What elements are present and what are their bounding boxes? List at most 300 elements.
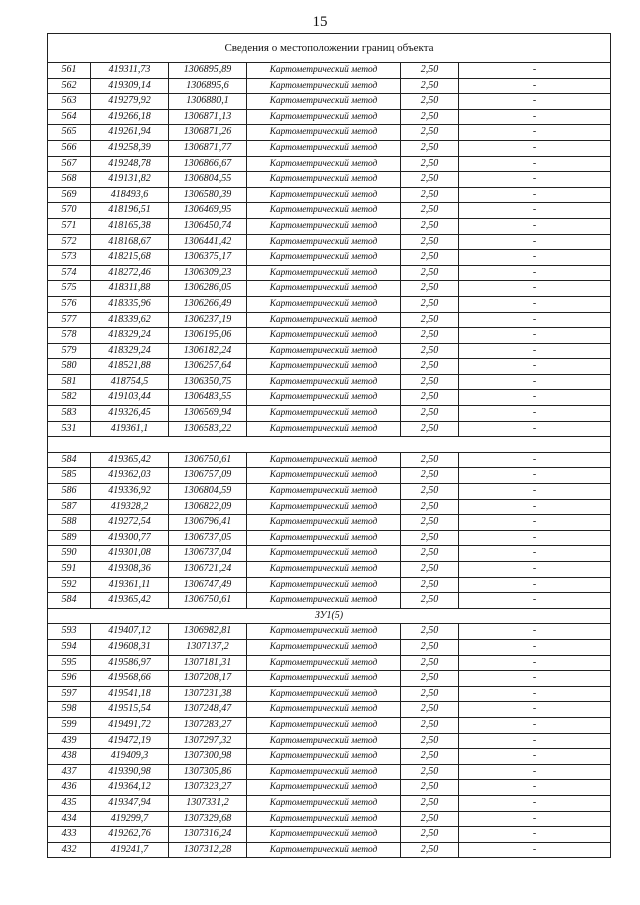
point-number-cell: 570 xyxy=(48,203,91,219)
point-number-cell: 586 xyxy=(48,484,91,500)
accuracy-cell: 2,50 xyxy=(401,374,459,390)
coord-y-cell: 1306757,09 xyxy=(169,468,247,484)
description-cell: - xyxy=(459,562,611,578)
table-row xyxy=(48,265,611,281)
description-cell: - xyxy=(459,203,611,219)
coord-y-cell: 1306266,49 xyxy=(169,296,247,312)
coord-y-cell: 1306483,55 xyxy=(169,390,247,406)
point-number-cell: 598 xyxy=(48,702,91,718)
table-row xyxy=(48,94,611,110)
method-cell: Картометрический метод xyxy=(247,203,401,219)
method-cell: Картометрический метод xyxy=(247,421,401,437)
description-cell: - xyxy=(459,780,611,796)
table-row xyxy=(48,421,611,437)
description-cell: - xyxy=(459,795,611,811)
point-number-cell: 562 xyxy=(48,78,91,94)
description-cell: - xyxy=(459,421,611,437)
method-cell: Картометрический метод xyxy=(247,546,401,562)
coord-x-cell: 419258,39 xyxy=(91,140,169,156)
accuracy-cell: 2,50 xyxy=(401,390,459,406)
point-number-cell: 438 xyxy=(48,749,91,765)
point-number-cell: 563 xyxy=(48,94,91,110)
accuracy-cell: 2,50 xyxy=(401,671,459,687)
table-row xyxy=(48,234,611,250)
table-row xyxy=(48,811,611,827)
table-row xyxy=(48,577,611,593)
accuracy-cell: 2,50 xyxy=(401,593,459,609)
description-cell: - xyxy=(459,842,611,858)
coord-y-cell: 1306450,74 xyxy=(169,218,247,234)
point-number-cell: 433 xyxy=(48,827,91,843)
method-cell: Картометрический метод xyxy=(247,780,401,796)
description-cell: - xyxy=(459,468,611,484)
coord-y-cell: 1306871,77 xyxy=(169,140,247,156)
description-cell: - xyxy=(459,156,611,172)
table-row xyxy=(48,515,611,531)
accuracy-cell: 2,50 xyxy=(401,187,459,203)
accuracy-cell: 2,50 xyxy=(401,234,459,250)
accuracy-cell: 2,50 xyxy=(401,546,459,562)
description-cell: - xyxy=(459,717,611,733)
coord-x-cell: 418311,88 xyxy=(91,281,169,297)
coord-x-cell: 419365,42 xyxy=(91,593,169,609)
method-cell: Картометрический метод xyxy=(247,94,401,110)
accuracy-cell: 2,50 xyxy=(401,717,459,733)
description-cell: - xyxy=(459,671,611,687)
table-row xyxy=(48,452,611,468)
coord-y-cell: 1307323,27 xyxy=(169,780,247,796)
coord-x-cell: 419299,7 xyxy=(91,811,169,827)
table-row xyxy=(48,484,611,500)
method-cell: Картометрический метод xyxy=(247,218,401,234)
method-cell: Картометрический метод xyxy=(247,125,401,141)
point-number-cell: 567 xyxy=(48,156,91,172)
table-row xyxy=(48,827,611,843)
coord-x-cell: 418196,51 xyxy=(91,203,169,219)
point-number-cell: 564 xyxy=(48,109,91,125)
point-number-cell: 593 xyxy=(48,624,91,640)
accuracy-cell: 2,50 xyxy=(401,733,459,749)
point-number-cell: 568 xyxy=(48,172,91,188)
method-cell: Картометрический метод xyxy=(247,296,401,312)
coord-y-cell: 1306737,05 xyxy=(169,530,247,546)
table-row xyxy=(48,702,611,718)
group-label-row xyxy=(48,608,611,624)
coord-x-cell: 419279,92 xyxy=(91,94,169,110)
point-number-cell: 581 xyxy=(48,374,91,390)
accuracy-cell: 2,50 xyxy=(401,125,459,141)
accuracy-cell: 2,50 xyxy=(401,328,459,344)
coord-y-cell: 1307331,2 xyxy=(169,795,247,811)
point-number-cell: 582 xyxy=(48,390,91,406)
method-cell: Картометрический метод xyxy=(247,328,401,344)
table-row xyxy=(48,733,611,749)
description-cell: - xyxy=(459,515,611,531)
point-number-cell: 596 xyxy=(48,671,91,687)
description-cell: - xyxy=(459,406,611,422)
coord-x-cell: 419364,12 xyxy=(91,780,169,796)
coord-y-cell: 1306871,26 xyxy=(169,125,247,141)
coord-x-cell: 419608,31 xyxy=(91,639,169,655)
coord-x-cell: 419309,14 xyxy=(91,78,169,94)
description-cell: - xyxy=(459,530,611,546)
description-cell: - xyxy=(459,702,611,718)
table-row xyxy=(48,530,611,546)
point-number-cell: 584 xyxy=(48,452,91,468)
method-cell: Картометрический метод xyxy=(247,577,401,593)
coord-x-cell: 419131,82 xyxy=(91,172,169,188)
table-row xyxy=(48,125,611,141)
accuracy-cell: 2,50 xyxy=(401,281,459,297)
table-row xyxy=(48,468,611,484)
point-number-cell: 595 xyxy=(48,655,91,671)
table-row xyxy=(48,624,611,640)
coord-x-cell: 419241,7 xyxy=(91,842,169,858)
accuracy-cell: 2,50 xyxy=(401,265,459,281)
accuracy-cell: 2,50 xyxy=(401,639,459,655)
coord-y-cell: 1306796,41 xyxy=(169,515,247,531)
description-cell: - xyxy=(459,312,611,328)
point-number-cell: 432 xyxy=(48,842,91,858)
table-row xyxy=(48,343,611,359)
accuracy-cell: 2,50 xyxy=(401,577,459,593)
description-cell: - xyxy=(459,343,611,359)
accuracy-cell: 2,50 xyxy=(401,624,459,640)
accuracy-cell: 2,50 xyxy=(401,406,459,422)
coord-x-cell: 419261,94 xyxy=(91,125,169,141)
coord-x-cell: 418329,24 xyxy=(91,343,169,359)
description-cell: - xyxy=(459,359,611,375)
method-cell: Картометрический метод xyxy=(247,78,401,94)
table-row xyxy=(48,218,611,234)
description-cell: - xyxy=(459,296,611,312)
accuracy-cell: 2,50 xyxy=(401,811,459,827)
coord-x-cell: 419515,54 xyxy=(91,702,169,718)
table-row xyxy=(48,593,611,609)
coord-x-cell: 419407,12 xyxy=(91,624,169,640)
coord-x-cell: 419301,08 xyxy=(91,546,169,562)
coord-x-cell: 419409,3 xyxy=(91,749,169,765)
method-cell: Картометрический метод xyxy=(247,562,401,578)
coord-x-cell: 419248,78 xyxy=(91,156,169,172)
point-number-cell: 583 xyxy=(48,406,91,422)
accuracy-cell: 2,50 xyxy=(401,468,459,484)
coord-x-cell: 418335,96 xyxy=(91,296,169,312)
accuracy-cell: 2,50 xyxy=(401,312,459,328)
method-cell: Картометрический метод xyxy=(247,515,401,531)
table-row xyxy=(48,546,611,562)
coord-y-cell: 1306286,05 xyxy=(169,281,247,297)
coord-x-cell: 418339,62 xyxy=(91,312,169,328)
table-row xyxy=(48,187,611,203)
method-cell: Картометрический метод xyxy=(247,172,401,188)
accuracy-cell: 2,50 xyxy=(401,63,459,79)
blank-separator-row xyxy=(48,437,611,453)
coord-x-cell: 418168,67 xyxy=(91,234,169,250)
boundary-points-table xyxy=(47,33,611,858)
table-row xyxy=(48,717,611,733)
table-row xyxy=(48,406,611,422)
method-cell: Картометрический метод xyxy=(247,484,401,500)
method-cell: Картометрический метод xyxy=(247,63,401,79)
description-cell: - xyxy=(459,281,611,297)
coord-y-cell: 1306982,81 xyxy=(169,624,247,640)
method-cell: Картометрический метод xyxy=(247,499,401,515)
method-cell: Картометрический метод xyxy=(247,795,401,811)
table-row xyxy=(48,671,611,687)
accuracy-cell: 2,50 xyxy=(401,749,459,765)
table-row xyxy=(48,655,611,671)
point-number-cell: 592 xyxy=(48,577,91,593)
coord-y-cell: 1307208,17 xyxy=(169,671,247,687)
coord-x-cell: 419262,76 xyxy=(91,827,169,843)
method-cell: Картометрический метод xyxy=(247,406,401,422)
point-number-cell: 585 xyxy=(48,468,91,484)
coord-x-cell: 418329,24 xyxy=(91,328,169,344)
point-number-cell: 575 xyxy=(48,281,91,297)
point-number-cell: 439 xyxy=(48,733,91,749)
accuracy-cell: 2,50 xyxy=(401,109,459,125)
accuracy-cell: 2,50 xyxy=(401,702,459,718)
accuracy-cell: 2,50 xyxy=(401,452,459,468)
table-title: Сведения о местоположении границ объекта xyxy=(48,34,611,63)
coord-x-cell: 419347,94 xyxy=(91,795,169,811)
point-number-cell: 574 xyxy=(48,265,91,281)
coord-x-cell: 419272,54 xyxy=(91,515,169,531)
point-number-cell: 579 xyxy=(48,343,91,359)
coord-y-cell: 1307181,31 xyxy=(169,655,247,671)
table-row xyxy=(48,374,611,390)
coord-x-cell: 419362,03 xyxy=(91,468,169,484)
table-row xyxy=(48,78,611,94)
description-cell: - xyxy=(459,639,611,655)
point-number-cell: 561 xyxy=(48,63,91,79)
coord-y-cell: 1306880,1 xyxy=(169,94,247,110)
point-number-cell: 436 xyxy=(48,780,91,796)
accuracy-cell: 2,50 xyxy=(401,296,459,312)
point-number-cell: 584 xyxy=(48,593,91,609)
method-cell: Картометрический метод xyxy=(247,250,401,266)
method-cell: Картометрический метод xyxy=(247,764,401,780)
coord-x-cell: 419326,45 xyxy=(91,406,169,422)
coord-x-cell: 418521,88 xyxy=(91,359,169,375)
accuracy-cell: 2,50 xyxy=(401,795,459,811)
point-number-cell: 580 xyxy=(48,359,91,375)
coord-x-cell: 418165,38 xyxy=(91,218,169,234)
table-row xyxy=(48,686,611,702)
point-number-cell: 566 xyxy=(48,140,91,156)
coord-x-cell: 419361,1 xyxy=(91,421,169,437)
coord-y-cell: 1306721,24 xyxy=(169,562,247,578)
table-row xyxy=(48,328,611,344)
method-cell: Картометрический метод xyxy=(247,624,401,640)
coord-y-cell: 1306580,39 xyxy=(169,187,247,203)
point-number-cell: 576 xyxy=(48,296,91,312)
coord-y-cell: 1307316,24 xyxy=(169,827,247,843)
accuracy-cell: 2,50 xyxy=(401,780,459,796)
coord-x-cell: 419586,97 xyxy=(91,655,169,671)
method-cell: Картометрический метод xyxy=(247,452,401,468)
point-number-cell: 434 xyxy=(48,811,91,827)
coord-y-cell: 1306257,64 xyxy=(169,359,247,375)
method-cell: Картометрический метод xyxy=(247,530,401,546)
method-cell: Картометрический метод xyxy=(247,686,401,702)
accuracy-cell: 2,50 xyxy=(401,218,459,234)
coord-y-cell: 1307305,86 xyxy=(169,764,247,780)
coord-x-cell: 419103,44 xyxy=(91,390,169,406)
point-number-cell: 573 xyxy=(48,250,91,266)
description-cell: - xyxy=(459,452,611,468)
coord-y-cell: 1306237,19 xyxy=(169,312,247,328)
accuracy-cell: 2,50 xyxy=(401,530,459,546)
table-row xyxy=(48,764,611,780)
accuracy-cell: 2,50 xyxy=(401,203,459,219)
coord-x-cell: 419266,18 xyxy=(91,109,169,125)
description-cell: - xyxy=(459,250,611,266)
coord-y-cell: 1306750,61 xyxy=(169,593,247,609)
point-number-cell: 591 xyxy=(48,562,91,578)
coord-y-cell: 1306750,61 xyxy=(169,452,247,468)
table-row xyxy=(48,562,611,578)
accuracy-cell: 2,50 xyxy=(401,343,459,359)
coord-y-cell: 1306350,75 xyxy=(169,374,247,390)
point-number-cell: 437 xyxy=(48,764,91,780)
point-number-cell: 578 xyxy=(48,328,91,344)
coord-y-cell: 1306441,42 xyxy=(169,234,247,250)
coord-x-cell: 419300,77 xyxy=(91,530,169,546)
description-cell: - xyxy=(459,78,611,94)
table-row xyxy=(48,499,611,515)
point-number-cell: 572 xyxy=(48,234,91,250)
table-row xyxy=(48,172,611,188)
description-cell: - xyxy=(459,733,611,749)
coord-y-cell: 1307300,98 xyxy=(169,749,247,765)
coord-y-cell: 1306182,24 xyxy=(169,343,247,359)
method-cell: Картометрический метод xyxy=(247,717,401,733)
method-cell: Картометрический метод xyxy=(247,109,401,125)
point-number-cell: 589 xyxy=(48,530,91,546)
coord-y-cell: 1306895,89 xyxy=(169,63,247,79)
method-cell: Картометрический метод xyxy=(247,343,401,359)
coord-y-cell: 1306309,23 xyxy=(169,265,247,281)
point-number-cell: 571 xyxy=(48,218,91,234)
coord-y-cell: 1306804,55 xyxy=(169,172,247,188)
table-row xyxy=(48,390,611,406)
description-cell: - xyxy=(459,328,611,344)
method-cell: Картометрический метод xyxy=(247,593,401,609)
description-cell: - xyxy=(459,811,611,827)
coord-x-cell: 419361,11 xyxy=(91,577,169,593)
page-number: 15 xyxy=(312,14,328,30)
method-cell: Картометрический метод xyxy=(247,842,401,858)
method-cell: Картометрический метод xyxy=(247,811,401,827)
table-row xyxy=(48,296,611,312)
coord-x-cell: 419568,66 xyxy=(91,671,169,687)
method-cell: Картометрический метод xyxy=(247,265,401,281)
description-cell: - xyxy=(459,546,611,562)
coord-x-cell: 419491,72 xyxy=(91,717,169,733)
accuracy-cell: 2,50 xyxy=(401,842,459,858)
coord-x-cell: 418215,68 xyxy=(91,250,169,266)
description-cell: - xyxy=(459,109,611,125)
description-cell: - xyxy=(459,655,611,671)
coord-y-cell: 1307231,38 xyxy=(169,686,247,702)
table-row xyxy=(48,312,611,328)
accuracy-cell: 2,50 xyxy=(401,484,459,500)
coord-x-cell: 418272,46 xyxy=(91,265,169,281)
method-cell: Картометрический метод xyxy=(247,671,401,687)
table-row xyxy=(48,140,611,156)
coord-x-cell: 419472,19 xyxy=(91,733,169,749)
accuracy-cell: 2,50 xyxy=(401,421,459,437)
method-cell: Картометрический метод xyxy=(247,733,401,749)
coord-x-cell: 419328,2 xyxy=(91,499,169,515)
method-cell: Картометрический метод xyxy=(247,187,401,203)
coord-y-cell: 1307283,27 xyxy=(169,717,247,733)
coord-y-cell: 1306583,22 xyxy=(169,421,247,437)
coord-y-cell: 1306569,94 xyxy=(169,406,247,422)
coord-x-cell: 419390,98 xyxy=(91,764,169,780)
description-cell: - xyxy=(459,140,611,156)
accuracy-cell: 2,50 xyxy=(401,686,459,702)
accuracy-cell: 2,50 xyxy=(401,140,459,156)
method-cell: Картометрический метод xyxy=(247,359,401,375)
description-cell: - xyxy=(459,390,611,406)
point-number-cell: 587 xyxy=(48,499,91,515)
method-cell: Картометрический метод xyxy=(247,234,401,250)
description-cell: - xyxy=(459,499,611,515)
method-cell: Картометрический метод xyxy=(247,281,401,297)
point-number-cell: 597 xyxy=(48,686,91,702)
point-number-cell: 577 xyxy=(48,312,91,328)
point-number-cell: 531 xyxy=(48,421,91,437)
description-cell: - xyxy=(459,218,611,234)
coord-x-cell: 419311,73 xyxy=(91,63,169,79)
description-cell: - xyxy=(459,827,611,843)
coord-x-cell: 418754,5 xyxy=(91,374,169,390)
description-cell: - xyxy=(459,577,611,593)
point-number-cell: 435 xyxy=(48,795,91,811)
coord-y-cell: 1307248,47 xyxy=(169,702,247,718)
accuracy-cell: 2,50 xyxy=(401,172,459,188)
accuracy-cell: 2,50 xyxy=(401,764,459,780)
coord-y-cell: 1307297,32 xyxy=(169,733,247,749)
method-cell: Картометрический метод xyxy=(247,749,401,765)
method-cell: Картометрический метод xyxy=(247,156,401,172)
description-cell: - xyxy=(459,63,611,79)
description-cell: - xyxy=(459,764,611,780)
point-number-cell: 569 xyxy=(48,187,91,203)
accuracy-cell: 2,50 xyxy=(401,359,459,375)
method-cell: Картометрический метод xyxy=(247,390,401,406)
table-row xyxy=(48,203,611,219)
accuracy-cell: 2,50 xyxy=(401,827,459,843)
coord-x-cell: 419365,42 xyxy=(91,452,169,468)
table-row xyxy=(48,780,611,796)
table-row xyxy=(48,359,611,375)
coord-y-cell: 1307137,2 xyxy=(169,639,247,655)
coord-y-cell: 1307312,28 xyxy=(169,842,247,858)
coord-y-cell: 1306871,13 xyxy=(169,109,247,125)
coord-y-cell: 1306822,09 xyxy=(169,499,247,515)
description-cell: - xyxy=(459,187,611,203)
description-cell: - xyxy=(459,686,611,702)
coord-x-cell: 418493,6 xyxy=(91,187,169,203)
table-row xyxy=(48,156,611,172)
method-cell: Картометрический метод xyxy=(247,374,401,390)
description-cell: - xyxy=(459,234,611,250)
method-cell: Картометрический метод xyxy=(247,827,401,843)
